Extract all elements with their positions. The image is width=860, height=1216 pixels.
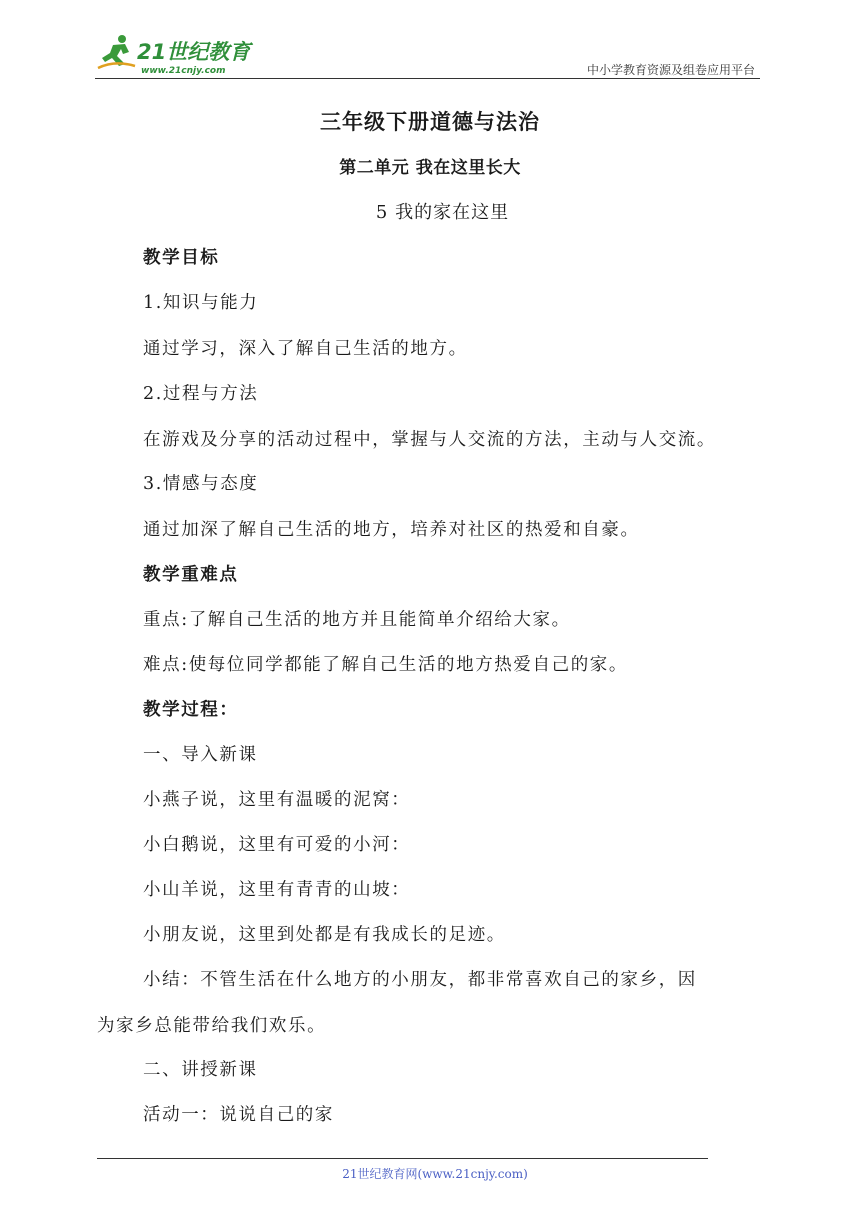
- paragraph: 小朋友说，这里到处都是有我成长的足迹。: [143, 925, 506, 945]
- paragraph: 3.情感与态度: [143, 474, 259, 494]
- paragraph: 小白鹅说，这里有可爱的小河：: [143, 835, 411, 855]
- document-title: 三年级下册道德与法治: [320, 109, 540, 134]
- runner-icon: [98, 35, 135, 68]
- paragraph: 小燕子说，这里有温暖的泥窝：: [143, 790, 411, 810]
- paragraph: 1.知识与能力: [143, 293, 259, 313]
- lesson-heading: 5 我的家在这里: [375, 202, 510, 223]
- logo-url: www.21cnjy.com: [141, 66, 226, 76]
- paragraph: 为家乡总能带给我们欢乐。: [97, 1016, 327, 1036]
- paragraph: 重点:了解自己生活的地方并且能简单介绍给大家。: [143, 610, 571, 630]
- unit-heading: 第二单元 我在这里长大: [339, 158, 521, 178]
- footer-divider: [97, 1158, 708, 1159]
- section-heading-process: 教学过程：: [143, 700, 239, 720]
- section-heading-objectives: 教学目标: [143, 248, 220, 268]
- paragraph: 在游戏及分享的活动过程中，掌握与人交流的方法，主动与人交流。: [143, 430, 716, 450]
- platform-name: 中小学教育资源及组卷应用平台: [586, 63, 755, 77]
- section-heading-key-points: 教学重难点: [143, 565, 239, 585]
- paragraph: 通过学习，深入了解自己生活的地方。: [143, 339, 468, 359]
- paragraph: 一、导入新课: [143, 745, 258, 765]
- paragraph: 小结：不管生活在什么地方的小朋友，都非常喜欢自己的家乡，因: [143, 970, 697, 990]
- paragraph: 通过加深了解自己生活的地方，培养对社区的热爱和自豪。: [143, 520, 640, 540]
- paragraph: 2.过程与方法: [143, 384, 259, 404]
- paragraph: 小山羊说，这里有青青的山坡：: [143, 880, 411, 900]
- paragraph: 二、讲授新课: [143, 1060, 258, 1080]
- footer-text: 21世纪教育网(www.21cnjy.com): [342, 1167, 528, 1181]
- paragraph: 活动一：说说自己的家: [143, 1105, 334, 1125]
- logo: [95, 30, 265, 78]
- header-divider: [95, 78, 760, 79]
- paragraph: 难点:使每位同学都能了解自己生活的地方热爱自己的家。: [143, 655, 628, 675]
- logo-text: 21世纪教育: [137, 40, 251, 64]
- page-header: [95, 30, 760, 80]
